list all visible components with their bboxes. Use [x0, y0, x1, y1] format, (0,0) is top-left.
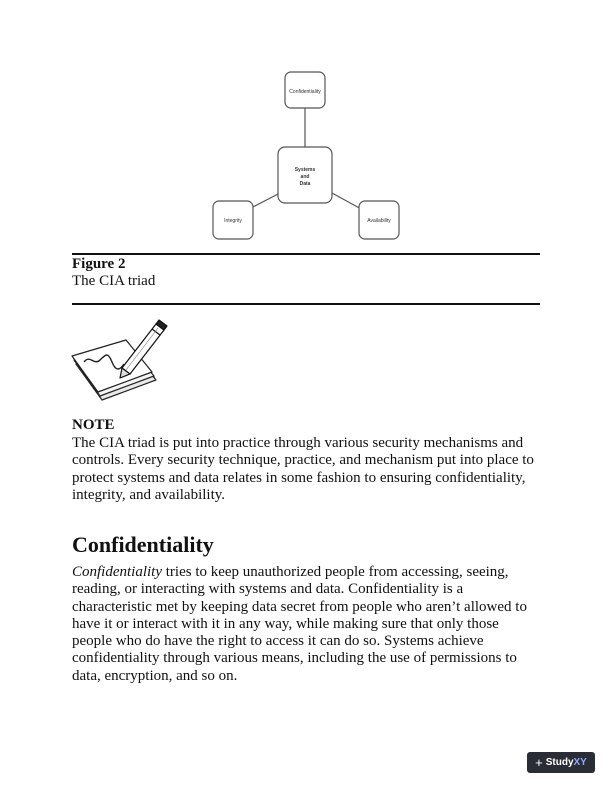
- cia-triad-diagram: [205, 65, 415, 245]
- plus-icon: +: [535, 755, 543, 770]
- studyxy-badge[interactable]: [527, 752, 595, 773]
- node-label-confidentiality: Confidentiality: [289, 89, 321, 95]
- node-label-integrity: Integrity: [224, 218, 242, 224]
- section-term: Confidentiality: [72, 564, 162, 580]
- note-body: The CIA triad is put into practice through various security mechanisms and controls. Every security technique, practice, and mechanism put into place to protect systems and data relates in some fashion to ensuring confidentiality, integrity, and availability.: [72, 435, 534, 503]
- pencil-notepad-icon: [68, 318, 168, 410]
- section-body-text: tries to keep unauthorized people from accessing, seeing, reading, or interacting with systems and data. Confidentiality is a characteristic met by keeping data secret from people who aren’t allowed to have it or interact with it in any way, while making sure that only those people who do have the right to access it can do so. Systems achieve confidentiality through various means, including the use of permissions to data, encryption, and so on.: [72, 564, 527, 684]
- badge-brand-suffix: XY: [573, 757, 587, 768]
- caption-rule-bottom: [72, 303, 540, 305]
- section-body: [72, 564, 542, 685]
- section-heading: Confidentiality: [72, 532, 214, 557]
- note-title: NOTE: [72, 417, 115, 433]
- figure-number: Figure 2: [72, 256, 126, 272]
- caption-rule-top: [72, 253, 540, 255]
- node-label-center-line1: Systems: [294, 167, 316, 173]
- node-label-center-line2: and: [300, 174, 310, 180]
- badge-brand-prefix: Study: [545, 757, 574, 768]
- figure-caption: The CIA triad: [72, 273, 156, 289]
- connector-right: [332, 193, 363, 210]
- node-label-center-line3: Data: [299, 181, 311, 187]
- node-label-availability: Availability: [367, 218, 391, 224]
